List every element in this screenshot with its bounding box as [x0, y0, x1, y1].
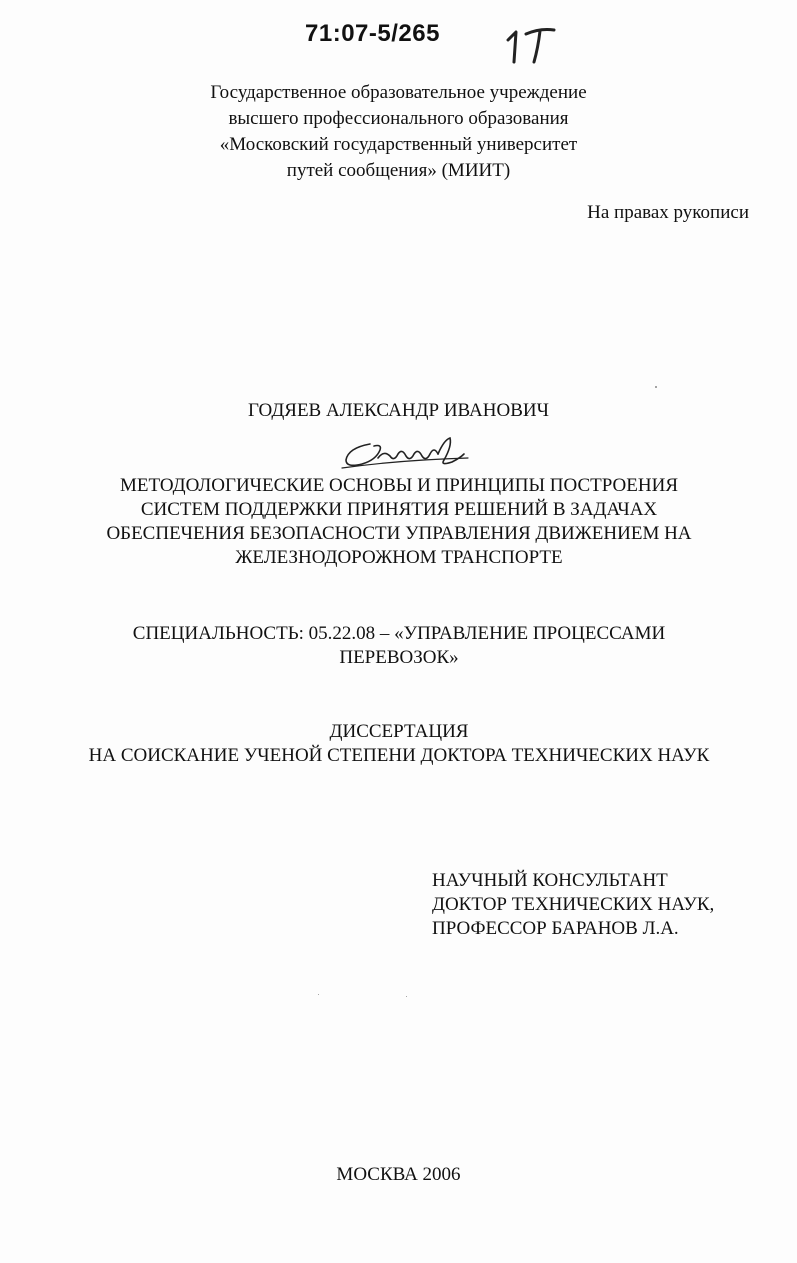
- consultant-line: ДОКТОР ТЕХНИЧЕСКИХ НАУК,: [432, 894, 715, 915]
- rights-notice: На правах рукописи: [587, 202, 749, 223]
- consultant-line: ПРОФЕССОР БАРАНОВ Л.А.: [432, 918, 679, 939]
- degree-line: ДИССЕРТАЦИЯ: [329, 721, 469, 742]
- degree-statement: [0, 720, 797, 768]
- institution-line: Государственное образовательное учреждение: [210, 82, 587, 103]
- title-line: МЕТОДОЛОГИЧЕСКИЕ ОСНОВЫ И ПРИНЦИПЫ ПОСТРОЕНИЯ: [120, 475, 678, 496]
- consultant-line: НАУЧНЫЙ КОНСУЛЬТАНТ: [432, 870, 668, 891]
- specialty-line: ПЕРЕВОЗОК»: [339, 647, 459, 668]
- institution-line: «Московский государственный университет: [219, 134, 578, 155]
- author-signature: [340, 434, 470, 472]
- city-year: МОСКВА 2006: [336, 1164, 461, 1185]
- institution-block: [0, 80, 797, 184]
- specialty-block: [0, 622, 797, 670]
- handwritten-note: [500, 18, 560, 68]
- title-line: ОБЕСПЕЧЕНИЯ БЕЗОПАСНОСТИ УПРАВЛЕНИЯ ДВИЖЕНИЕМ НА: [106, 523, 692, 544]
- archive-stamp-code: 71:07-5/265: [305, 20, 440, 47]
- scan-speck: [318, 994, 319, 995]
- degree-line: НА СОИСКАНИЕ УЧЕНОЙ СТЕПЕНИ ДОКТОРА ТЕХНИЧЕСКИХ НАУК: [88, 745, 710, 766]
- specialty-line: СПЕЦИАЛЬНОСТЬ: 05.22.08 – «УПРАВЛЕНИЕ ПРОЦЕССАМИ: [132, 623, 666, 644]
- title-line: СИСТЕМ ПОДДЕРЖКИ ПРИНЯТИЯ РЕШЕНИЙ В ЗАДАЧАХ: [140, 499, 658, 520]
- scientific-consultant: [432, 869, 714, 941]
- scan-speck: [406, 996, 407, 997]
- dissertation-title: [0, 474, 797, 570]
- title-line: ЖЕЛЕЗНОДОРОЖНОМ ТРАНСПОРТЕ: [235, 547, 563, 568]
- scan-speck: [655, 386, 657, 388]
- author-name: ГОДЯЕВ АЛЕКСАНДР ИВАНОВИЧ: [248, 400, 549, 421]
- institution-line: путей сообщения» (МИИТ): [286, 160, 511, 181]
- institution-line: высшего профессионального образования: [228, 108, 569, 129]
